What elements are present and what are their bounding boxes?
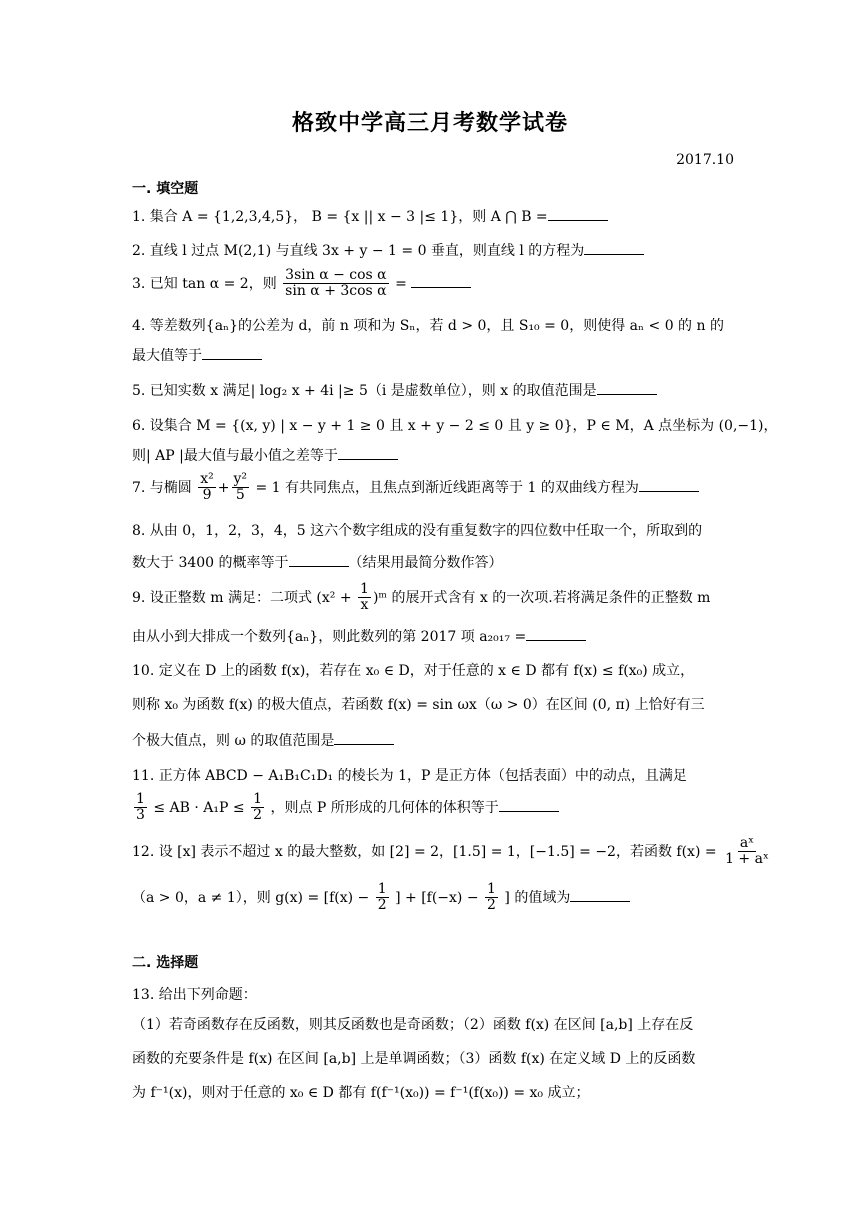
question-3-text: 3. 已知 tan α = 2，则 — [132, 275, 277, 292]
question-12-text-line2-prefix: （a > 0，a ≠ 1），则 g(x) = [f(x) − — [132, 889, 370, 906]
question-6-text-line2: 则| AP |最大值与最小值之差等于 — [132, 448, 338, 464]
question-12 — [132, 835, 769, 868]
fraction-denominator: 2 — [377, 897, 387, 914]
answer-blank — [570, 889, 630, 902]
fraction-denominator: 9 — [202, 487, 212, 504]
question-4-continued — [132, 345, 732, 365]
fraction-denominator: 5 — [235, 487, 245, 504]
question-9-text-suffix: )ᵐ 的展开式含有 x 的一次项.若将满足条件的正整数 m — [372, 589, 711, 606]
question-8-note: （结果用最简分数作答） — [348, 555, 503, 571]
question-8-continued — [132, 552, 732, 572]
question-11-continued — [132, 792, 732, 824]
question-10-text-line2: 则称 x₀ 为函数 f(x) 的极大值点，若函数 f(x) = sin ωx（ω > 0）在区间 (0, π) 上恰好有三 — [132, 697, 705, 713]
question-10-line2 — [132, 694, 732, 714]
question-9-fraction — [358, 582, 371, 614]
exam-date: 2017.10 — [676, 152, 734, 168]
fraction-denominator: sin α + 3cos α — [285, 283, 387, 300]
answer-blank — [289, 554, 349, 567]
page-title: 格致中学高三月考数学试卷 — [291, 111, 568, 136]
fraction-denominator: x — [360, 597, 369, 614]
ellipse-y-term — [232, 472, 250, 504]
question-13-line3 — [132, 1048, 732, 1068]
fraction-denominator: 2 — [487, 897, 496, 914]
fraction-numerator: y² — [233, 471, 248, 487]
fraction-denominator: 2 — [253, 807, 263, 824]
question-2-text: 2. 直线 l 过点 M(2,1) 与直线 3x + y − 1 = 0 垂直，则直线 l 的方程为 — [132, 243, 585, 259]
question-9-text-line2: 由从小到大排成一个数列{aₙ}，则此数列的第 2017 项 a₂₀₁₇ = — [132, 629, 527, 645]
question-11-lower-bound — [134, 792, 147, 824]
answer-blank — [584, 242, 644, 255]
question-13-text-line2: （1）若奇函数存在反函数，则其反函数也是奇函数；（2）函数 f(x) 在区间 [a,b] 上存在反 — [132, 1017, 694, 1033]
question-1-text: 1. 集合 A = {1,2,3,4,5}， B = {x || x − 3 |≤ 1}，则 A ⋂ B = — [132, 209, 548, 225]
question-13-line2 — [132, 1014, 732, 1034]
fraction-numerator: 1 — [253, 791, 263, 807]
section-heading-multiple-choice: 二. 选择题 — [132, 955, 199, 971]
question-5-text: 5. 已知实数 x 满足| log₂ x + 4i |≥ 5（i 是虚数单位），则 x 的取值范围是 — [132, 383, 597, 399]
answer-blank — [499, 799, 559, 812]
question-4 — [132, 315, 732, 335]
question-10-text-line3: 个极大值点，则 ω 的取值范围是 — [132, 733, 335, 749]
question-10 — [132, 660, 732, 680]
fraction-numerator: 1 — [360, 581, 369, 597]
fraction-numerator: 1 — [487, 881, 496, 897]
section-heading-fill-in: 一. 填空题 — [132, 181, 199, 197]
question-12-function-fraction — [723, 836, 771, 868]
question-13-text-line4: 为 f⁻¹(x)，则对于任意的 x₀ ∈ D 都有 f(f⁻¹(x₀)) = f⁻¹(f(x₀)) = x₀ 成立； — [132, 1085, 590, 1101]
question-5 — [132, 380, 732, 400]
fraction-numerator: 1 — [377, 881, 387, 897]
answer-blank — [338, 447, 398, 460]
question-13 — [132, 984, 732, 1004]
fraction-denominator: 1 + aˣ — [725, 851, 769, 868]
answer-blank — [334, 732, 394, 745]
question-9-continued — [132, 626, 732, 646]
question-6-text-line1: 6. 设集合 M = {(x, y) | x − y + 1 ≥ 0 且 x + y − 2 ≤ 0 且 y ≥ 0}，P ∈ M，A 点坐标为 (0,−1)， — [132, 418, 778, 434]
question-11-text-suffix: ，则点 P 所形成的几何体的体积等于 — [270, 799, 499, 816]
question-3-fraction — [283, 268, 388, 300]
question-1 — [132, 206, 732, 226]
question-12-text-line2-suffix: ] 的值域为 — [504, 889, 571, 906]
question-3: 3. 已知 tan α = 2，则 $\frac{\text{3sin α − cos α}}{\text{sin α + 3cos α}}$ = — [132, 268, 732, 300]
question-4-text-line1: 4. 等差数列{aₙ}的公差为 d，前 n 项和为 Sₙ，若 d > 0，且 S₁₀ = 0，则使得 aₙ < 0 的 n 的 — [132, 318, 724, 334]
question-11 — [132, 765, 732, 785]
answer-blank — [639, 479, 699, 492]
question-11-upper-bound — [251, 792, 264, 824]
fraction-numerator: x² — [200, 471, 214, 487]
question-12-half-1 — [376, 882, 389, 914]
question-6-continued — [132, 445, 732, 465]
question-6 — [132, 415, 778, 435]
question-12-text-line1: 12. 设 [x] 表示不超过 x 的最大整数，如 [2] = 2，[1.5] = 1，[−1.5] = −2，若函数 f(x) = — [132, 843, 717, 860]
question-12-continued — [132, 882, 732, 914]
question-9-text-prefix: 9. 设正整数 m 满足：二项式 (x² + — [132, 589, 352, 606]
question-13-text-line3: 函数的充要条件是 f(x) 在区间 [a,b] 上是单调函数；（3）函数 f(x) 在定义域 D 上的反函数 — [132, 1051, 696, 1067]
question-2 — [132, 240, 732, 260]
ellipse-x-term — [198, 472, 216, 504]
answer-blank — [526, 628, 586, 641]
fraction-denominator: 3 — [136, 807, 145, 824]
question-13-text-line1: 13. 给出下列命题： — [132, 987, 257, 1003]
question-7: 7. 与椭圆 $\frac{\text{x²}}{9}$ + $\frac{\text{y²}}{5}$ = 1 有共同焦点，且焦点到渐近线距离等于 1 的双曲线方程为 — [132, 472, 732, 504]
question-7-text-suffix: = 1 有共同焦点，且焦点到渐近线距离等于 1 的双曲线方程为 — [255, 479, 639, 496]
question-11-vector-inequality: ≤ AB · A₁P ≤ — [153, 799, 245, 816]
fraction-numerator: aˣ — [739, 835, 755, 851]
question-4-text-line2: 最大值等于 — [132, 348, 202, 364]
question-7-text: 7. 与椭圆 — [132, 479, 192, 496]
question-9 — [132, 582, 732, 614]
question-8-text-line1: 8. 从由 0，1，2，3，4，5 这六个数字组成的没有重复数字的四位数中任取一个，所取到的 — [132, 523, 703, 539]
question-8-text-line2: 数大于 3400 的概率等于 — [132, 555, 289, 571]
question-13-line4 — [132, 1082, 732, 1102]
answer-blank — [202, 347, 262, 360]
fraction-numerator: 3sin α − cos α — [285, 267, 387, 283]
question-11-text-line1: 11. 正方体 ABCD − A₁B₁C₁D₁ 的棱长为 1，P 是正方体（包括表面）中的动点，且满足 — [132, 768, 687, 784]
answer-blank — [411, 275, 471, 288]
question-12-text-line2-mid: ] + [f(−x) − — [395, 889, 479, 906]
answer-blank — [597, 382, 657, 395]
fraction-numerator: 1 — [136, 791, 145, 807]
question-12-half-2 — [485, 882, 498, 914]
question-8 — [132, 520, 732, 540]
question-10-text-line1: 10. 定义在 D 上的函数 f(x)，若存在 x₀ ∈ D，对于任意的 x ∈ D 都有 f(x) ≤ f(x₀) 成立， — [132, 663, 695, 679]
answer-blank — [548, 208, 608, 221]
question-10-line3 — [132, 730, 732, 750]
